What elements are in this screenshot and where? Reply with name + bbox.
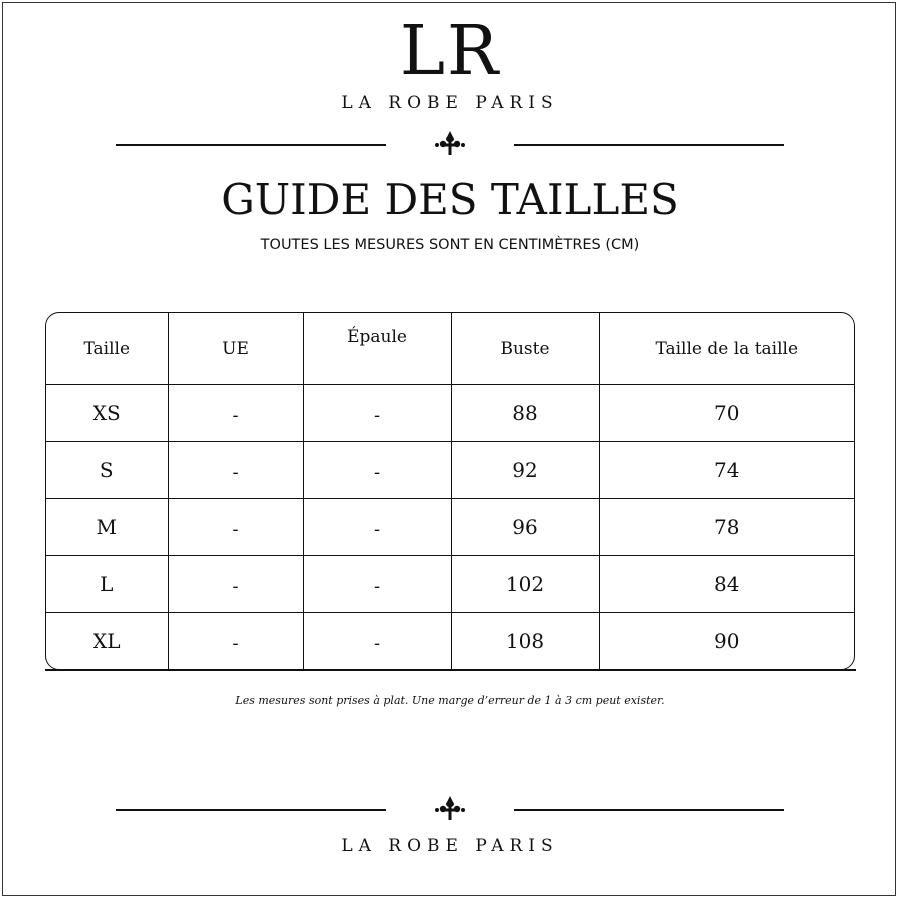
cell-epaule: - bbox=[303, 499, 451, 556]
divider-line-right bbox=[514, 809, 784, 811]
header-taille: Taille bbox=[46, 313, 168, 385]
brand-name: LA ROBE PARIS bbox=[341, 93, 559, 113]
ornament-divider-bottom bbox=[0, 795, 900, 825]
header-ue: UE bbox=[168, 313, 303, 385]
brand-logo: LR bbox=[399, 12, 501, 91]
cell-tour-de-taille: 90 bbox=[599, 613, 854, 670]
table-row bbox=[46, 385, 854, 442]
cell-size: L bbox=[46, 556, 168, 613]
header-epaule: Épaule bbox=[303, 313, 451, 385]
cell-ue: - bbox=[168, 442, 303, 499]
footer-brand-name: LA ROBE PARIS bbox=[341, 836, 559, 856]
cell-ue: - bbox=[168, 613, 303, 670]
divider-line-right bbox=[514, 144, 784, 146]
table-row bbox=[46, 613, 854, 670]
header-tour-de-taille: Taille de la taille bbox=[599, 313, 854, 385]
divider-line-left bbox=[116, 809, 386, 811]
cell-tour-de-taille: 78 bbox=[599, 499, 854, 556]
cell-size: XL bbox=[46, 613, 168, 670]
ornament-divider-top bbox=[0, 130, 900, 160]
cell-buste: 96 bbox=[451, 499, 599, 556]
cell-size: S bbox=[46, 442, 168, 499]
size-table bbox=[46, 313, 854, 670]
cell-size: M bbox=[46, 499, 168, 556]
page-subtitle: TOUTES LES MESURES SONT EN CENTIMÈTRES (CM) bbox=[260, 237, 640, 253]
cell-epaule: - bbox=[303, 442, 451, 499]
cell-ue: - bbox=[168, 556, 303, 613]
cell-ue: - bbox=[168, 499, 303, 556]
table-row bbox=[46, 499, 854, 556]
cell-buste: 102 bbox=[451, 556, 599, 613]
cell-epaule: - bbox=[303, 556, 451, 613]
cell-tour-de-taille: 70 bbox=[599, 385, 854, 442]
cell-ue: - bbox=[168, 385, 303, 442]
divider-line-left bbox=[116, 144, 386, 146]
cell-buste: 108 bbox=[451, 613, 599, 670]
cell-buste: 92 bbox=[451, 442, 599, 499]
table-row bbox=[46, 442, 854, 499]
table-header-row bbox=[46, 313, 854, 385]
fleur-de-lis-icon bbox=[433, 130, 467, 160]
page-title: GUIDE DES TAILLES bbox=[221, 175, 679, 224]
cell-epaule: - bbox=[303, 613, 451, 670]
table-row bbox=[46, 556, 854, 613]
cell-tour-de-taille: 84 bbox=[599, 556, 854, 613]
table-underline bbox=[45, 669, 856, 671]
cell-epaule: - bbox=[303, 385, 451, 442]
cell-size: XS bbox=[46, 385, 168, 442]
fleur-de-lis-icon bbox=[433, 795, 467, 825]
measurement-note: Les mesures sont prises à plat. Une marge d’erreur de 1 à 3 cm peut exister. bbox=[235, 694, 665, 707]
cell-buste: 88 bbox=[451, 385, 599, 442]
header-buste: Buste bbox=[451, 313, 599, 385]
size-table-container bbox=[45, 312, 855, 670]
cell-tour-de-taille: 74 bbox=[599, 442, 854, 499]
